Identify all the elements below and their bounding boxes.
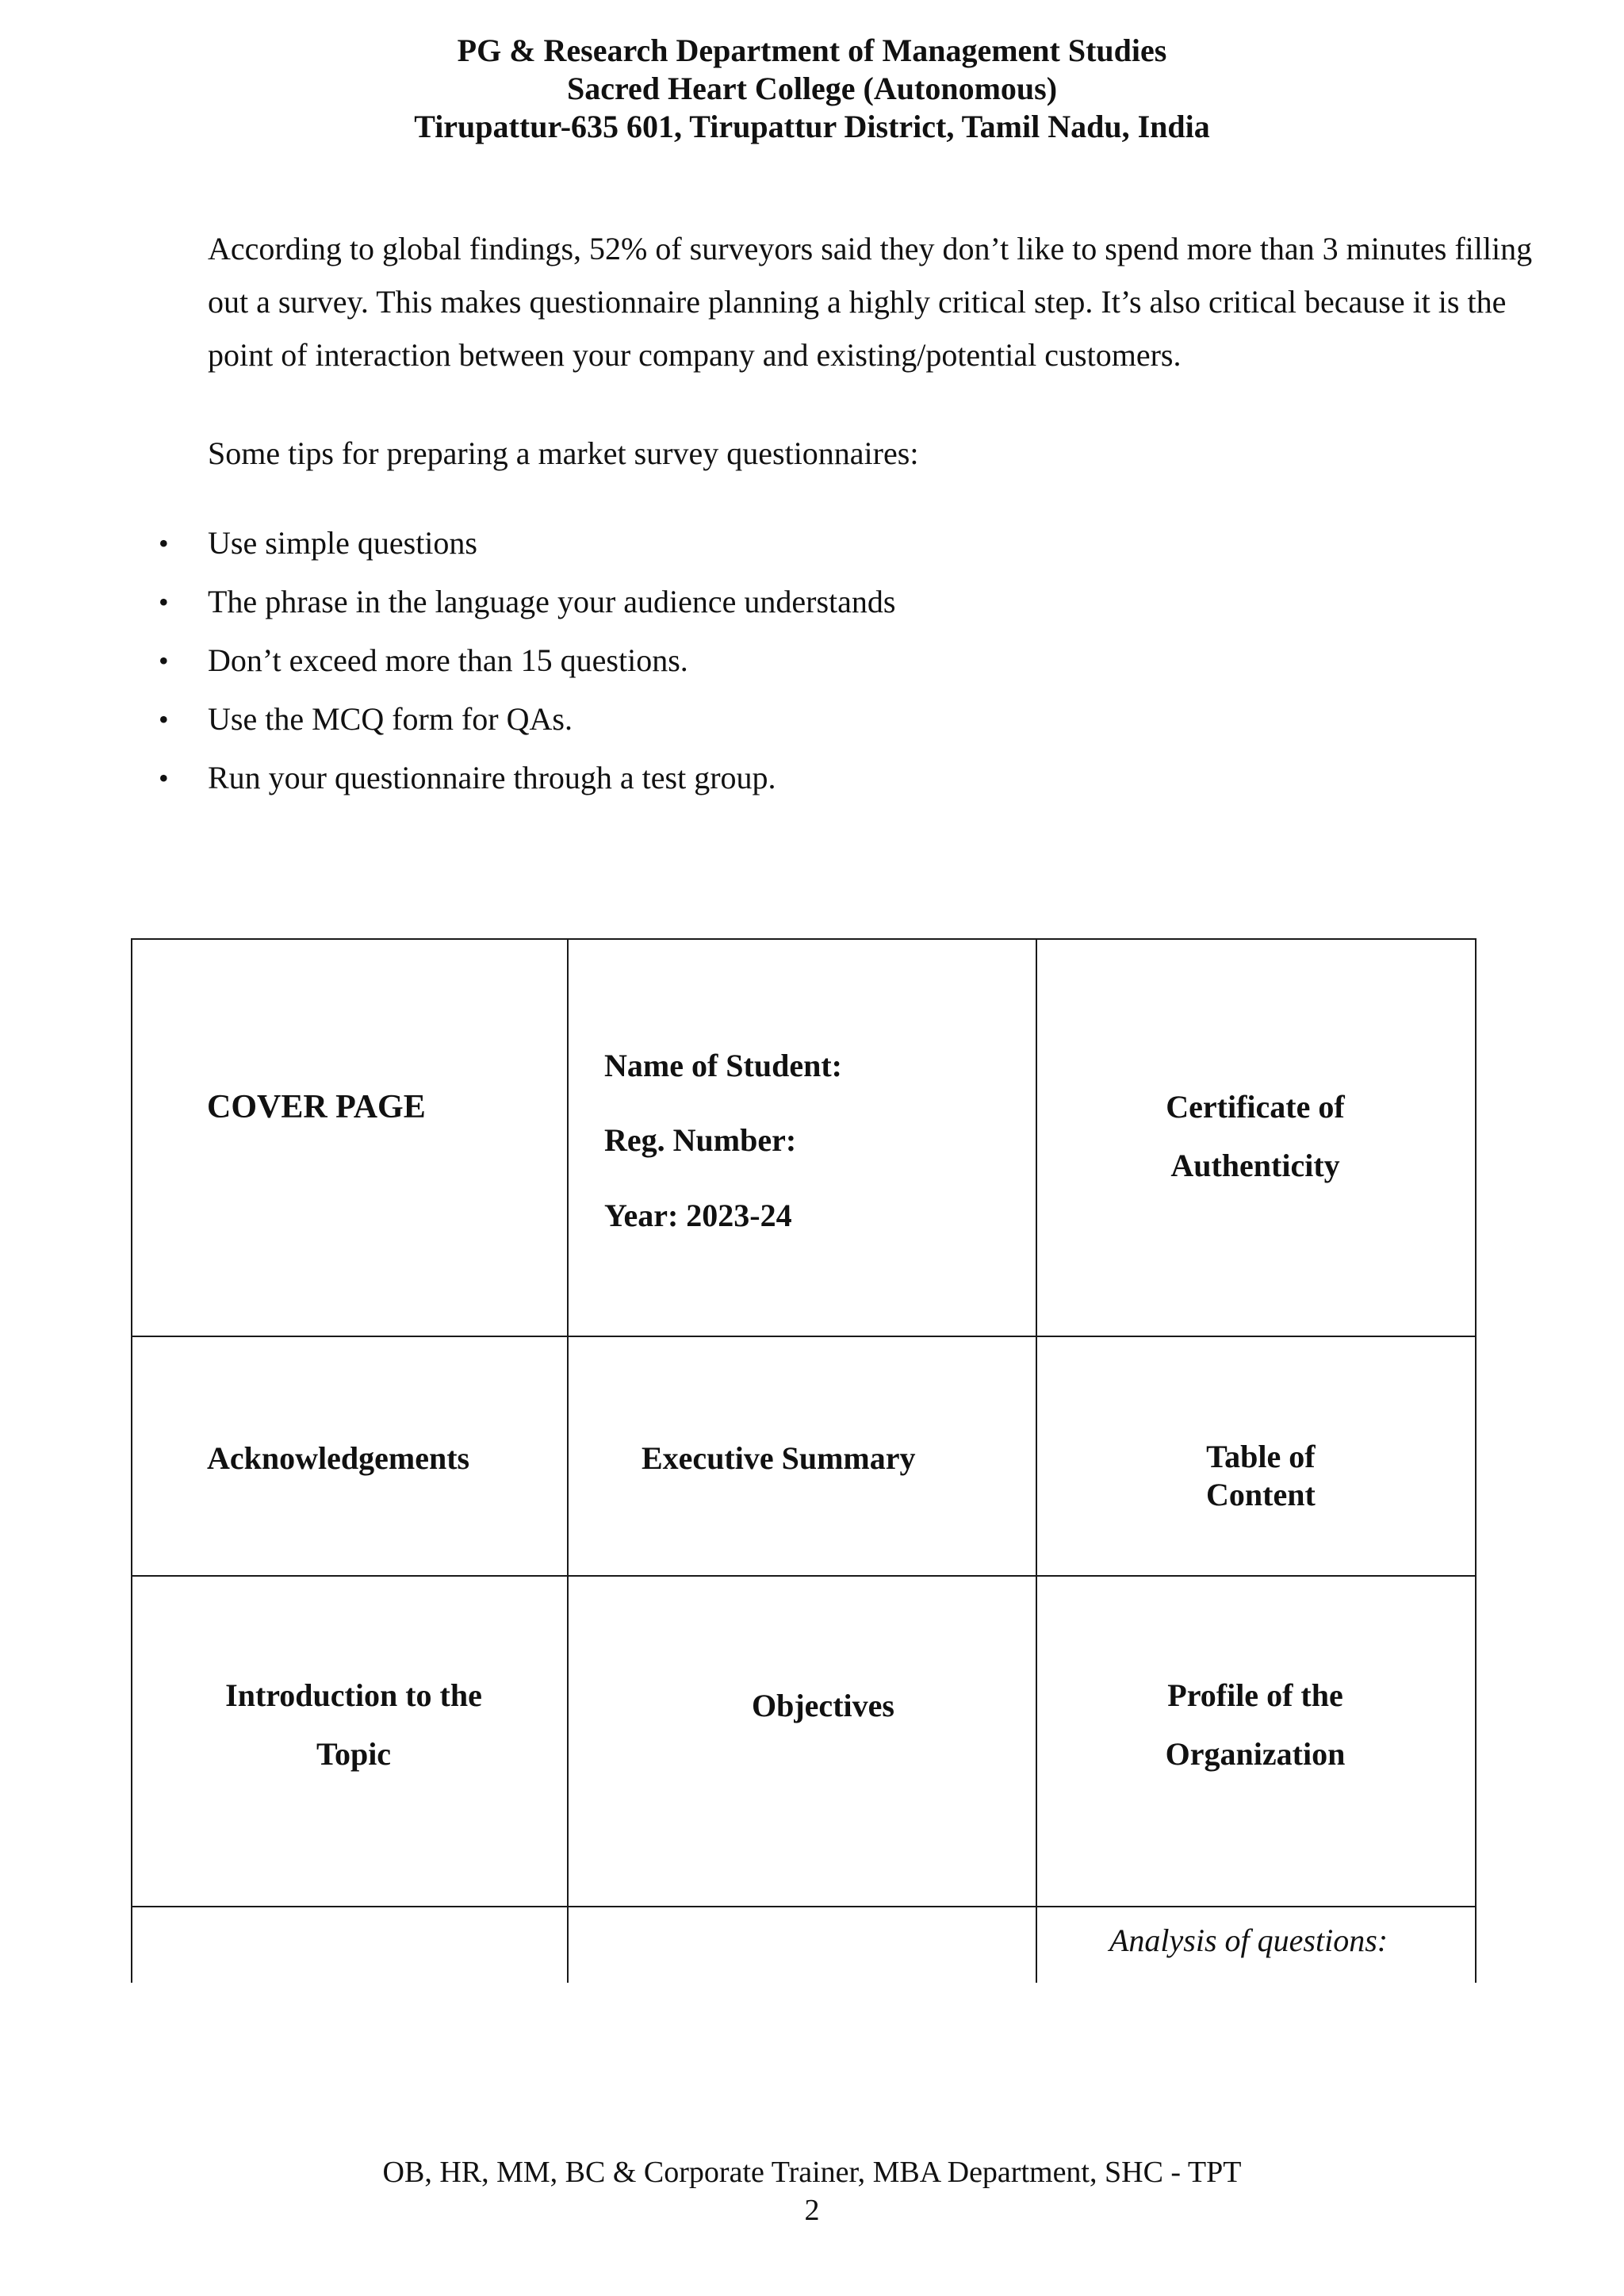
certificate-line: Certificate of: [1166, 1089, 1345, 1125]
tips-heading: Some tips for preparing a market survey questionnaires:: [208, 435, 919, 471]
list-item: [0, 749, 1624, 807]
page-number: 2: [804, 2194, 820, 2227]
bullet-icon: •: [159, 762, 169, 794]
introduction-line: Topic: [316, 1736, 392, 1772]
tip-text: Don’t exceed more than 15 questions.: [208, 642, 688, 678]
list-item: [0, 690, 1624, 749]
acknowledgements-label: Acknowledgements: [207, 1440, 470, 1476]
name-of-student-label: Name of Student:: [604, 1048, 842, 1083]
table-row-divider-3: [131, 1906, 1477, 1907]
introduction-line: Introduction to the: [225, 1677, 482, 1713]
table-row-divider-2: [131, 1575, 1477, 1577]
bullet-icon: •: [159, 586, 169, 618]
list-item: [0, 514, 1624, 573]
table-of-content-line: Table of: [1206, 1439, 1316, 1474]
certificate-of-authenticity: [1036, 1078, 1475, 1195]
cover-page-label: COVER PAGE: [207, 1089, 426, 1125]
intro-paragraph: [208, 222, 1588, 381]
table-of-content-line: Content: [1206, 1477, 1316, 1512]
bullet-icon: •: [159, 703, 169, 735]
introduction-to-topic-label: [207, 1666, 500, 1784]
reg-number-label: Reg. Number:: [604, 1122, 797, 1158]
report-structure-table: [131, 938, 1477, 1983]
objectives-label: Objectives: [752, 1688, 894, 1723]
tip-text: Run your questionnaire through a test group.: [208, 760, 776, 795]
college-address: Tirupattur-635 601, Tirupattur District, Tamil Nadu, India: [414, 109, 1210, 144]
certificate-line: Authenticity: [1170, 1148, 1340, 1183]
tip-text: Use the MCQ form for QAs.: [208, 701, 573, 737]
list-item: [0, 631, 1624, 690]
intro-paragraph-line: point of interaction between your company and existing/potential customers.: [208, 337, 1182, 373]
tip-text: The phrase in the language your audience understands: [208, 584, 896, 619]
profile-of-organization-label: [1036, 1666, 1475, 1784]
table-divider-1: [567, 938, 569, 1983]
executive-summary-label: Executive Summary: [642, 1440, 916, 1476]
profile-line: Organization: [1165, 1736, 1346, 1772]
list-item: [0, 573, 1624, 631]
footer-text: OB, HR, MM, BC & Corporate Trainer, MBA Department, SHC - TPT: [382, 2156, 1242, 2189]
intro-paragraph-line: out a survey. This makes questionnaire planning a highly critical step. It’s also critical because it is the: [208, 284, 1507, 320]
page-header: [0, 32, 1624, 146]
table-border-top: [131, 938, 1477, 940]
tips-list: [0, 514, 1624, 807]
bullet-icon: •: [159, 527, 169, 559]
page-footer: [0, 2153, 1624, 2229]
table-of-content-label: [1206, 1438, 1316, 1514]
analysis-of-questions-label: Analysis of questions:: [1109, 1922, 1388, 1958]
college-name: Sacred Heart College (Autonomous): [566, 71, 1058, 106]
tip-text: Use simple questions: [208, 525, 477, 561]
table-border-left: [131, 938, 132, 1983]
year-label: Year: 2023-24: [604, 1198, 792, 1233]
table-border-right: [1475, 938, 1477, 1983]
bullet-icon: •: [159, 645, 169, 677]
intro-paragraph-line: According to global findings, 52% of surveyors said they don’t like to spend more than 3 minutes filling: [208, 231, 1533, 266]
table-row-divider-1: [131, 1336, 1477, 1337]
department-name: PG & Research Department of Management Studies: [457, 33, 1167, 68]
profile-line: Profile of the: [1167, 1677, 1343, 1713]
